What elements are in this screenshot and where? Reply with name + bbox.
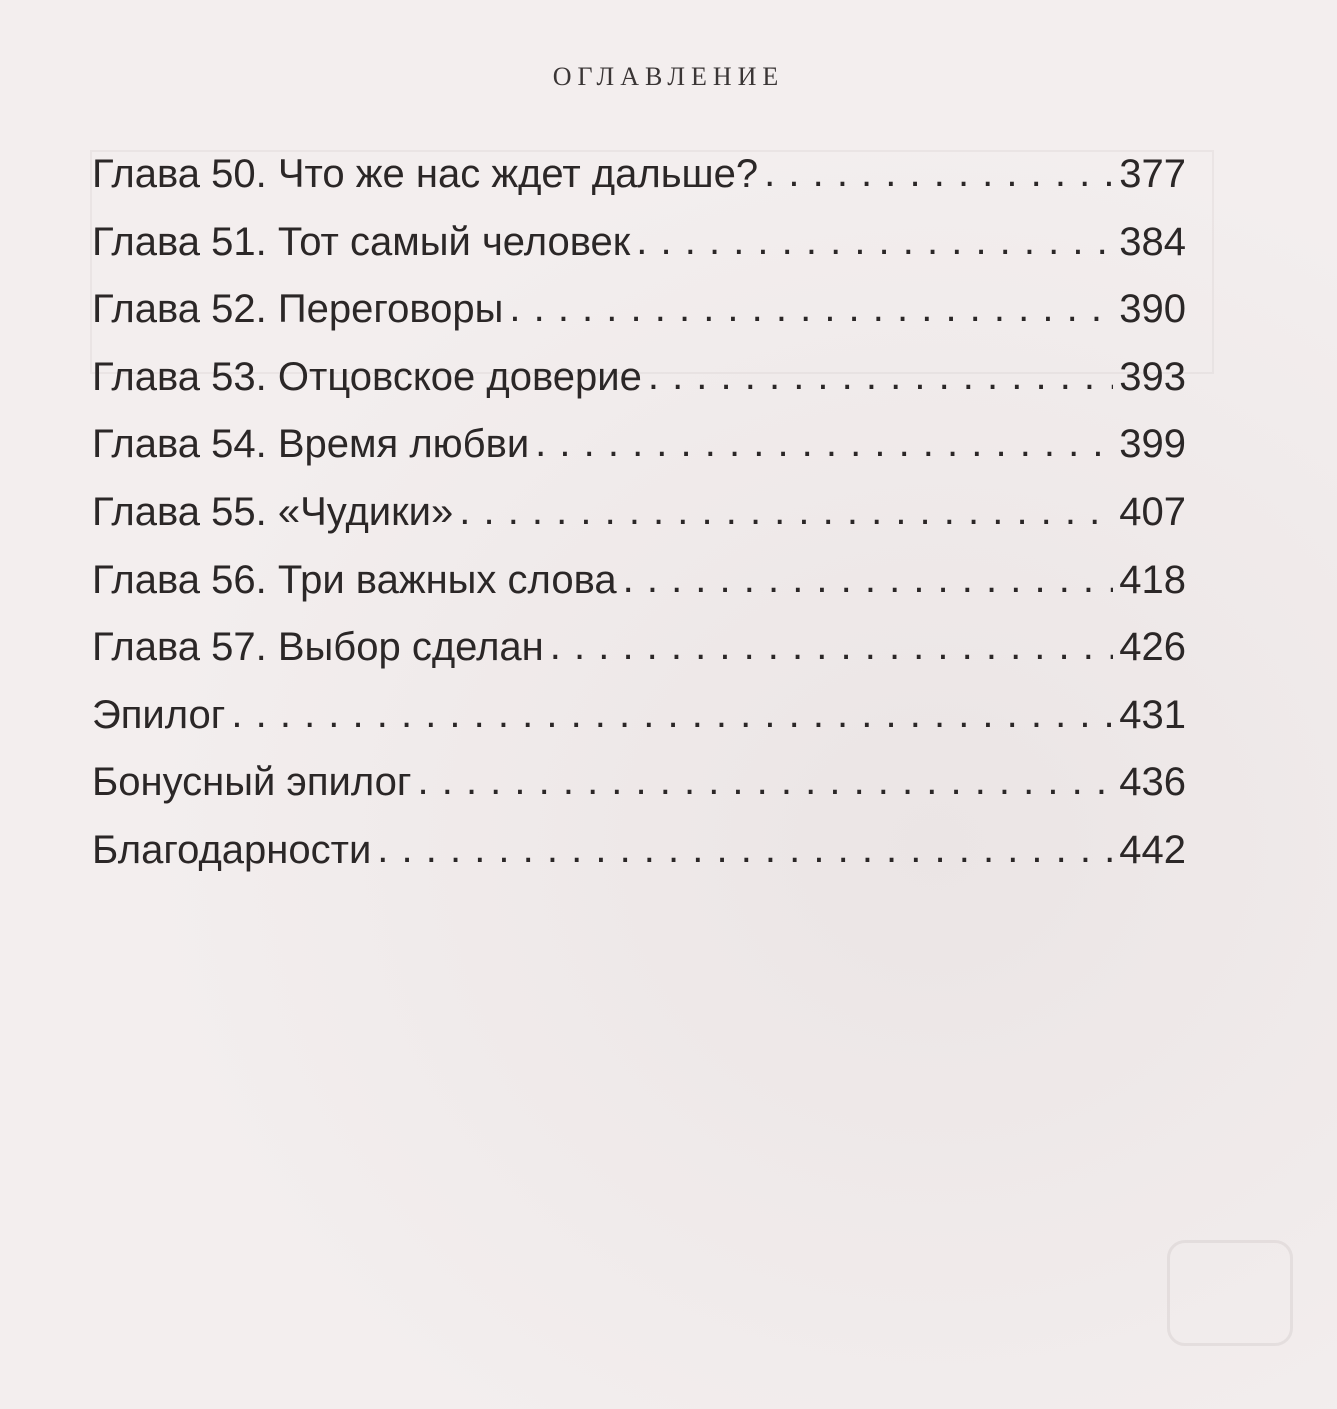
toc-entry [92, 220, 1186, 288]
toc-entry [92, 355, 1186, 423]
toc-entry-page: 442 [1119, 827, 1186, 872]
dot-leader [636, 219, 1113, 264]
toc-entry [92, 760, 1186, 828]
toc-entry [92, 625, 1186, 693]
toc-entry [92, 152, 1186, 220]
dot-leader [764, 151, 1113, 196]
dot-leader [550, 624, 1113, 669]
bleed-through-age-badge [1167, 1240, 1293, 1346]
dot-leader [648, 354, 1113, 399]
toc-entry-title: Глава 51. Тот самый человек [92, 219, 631, 264]
toc-entry-page: 431 [1119, 692, 1186, 737]
toc-entry-page: 407 [1119, 489, 1186, 534]
toc-entry [92, 287, 1186, 355]
table-of-contents [92, 152, 1186, 896]
dot-leader [623, 557, 1114, 602]
toc-entry-page: 390 [1119, 287, 1186, 332]
toc-entry [92, 693, 1186, 761]
toc-entry-title: Глава 56. Три важных слова [92, 557, 617, 602]
toc-entry-title: Глава 57. Выбор сделан [92, 625, 544, 670]
toc-heading: ОГЛАВЛЕНИЕ [552, 62, 785, 91]
toc-entry-title: Глава 52. Переговоры [92, 287, 504, 332]
toc-entry-title: Благодарности [92, 827, 372, 872]
toc-entry-page: 436 [1119, 760, 1186, 805]
toc-entry-page: 399 [1119, 422, 1186, 467]
toc-entry [92, 558, 1186, 626]
toc-entry [92, 490, 1186, 558]
toc-entry-title: Глава 55. «Чудики» [92, 489, 454, 534]
dot-leader [535, 421, 1113, 466]
toc-entry-title: Бонусный эпилог [92, 760, 412, 805]
toc-entry-title: Глава 50. Что же нас ждет дальше? [92, 152, 759, 196]
toc-entry [92, 828, 1186, 896]
toc-entry-page: 418 [1119, 557, 1186, 602]
toc-entry-title: Глава 53. Отцовское доверие [92, 354, 642, 399]
dot-leader [509, 286, 1113, 331]
toc-entry-title: Глава 54. Время любви [92, 422, 530, 467]
toc-entry-page: 377 [1119, 152, 1186, 196]
dot-leader [417, 759, 1113, 804]
toc-entry-page: 393 [1119, 354, 1186, 399]
toc-entry-title: Эпилог [92, 692, 226, 737]
dot-leader [459, 489, 1113, 534]
toc-entry-page: 426 [1119, 625, 1186, 670]
dot-leader [231, 692, 1113, 737]
toc-entry-page: 384 [1119, 219, 1186, 264]
dot-leader [377, 827, 1113, 872]
toc-entry [92, 422, 1186, 490]
